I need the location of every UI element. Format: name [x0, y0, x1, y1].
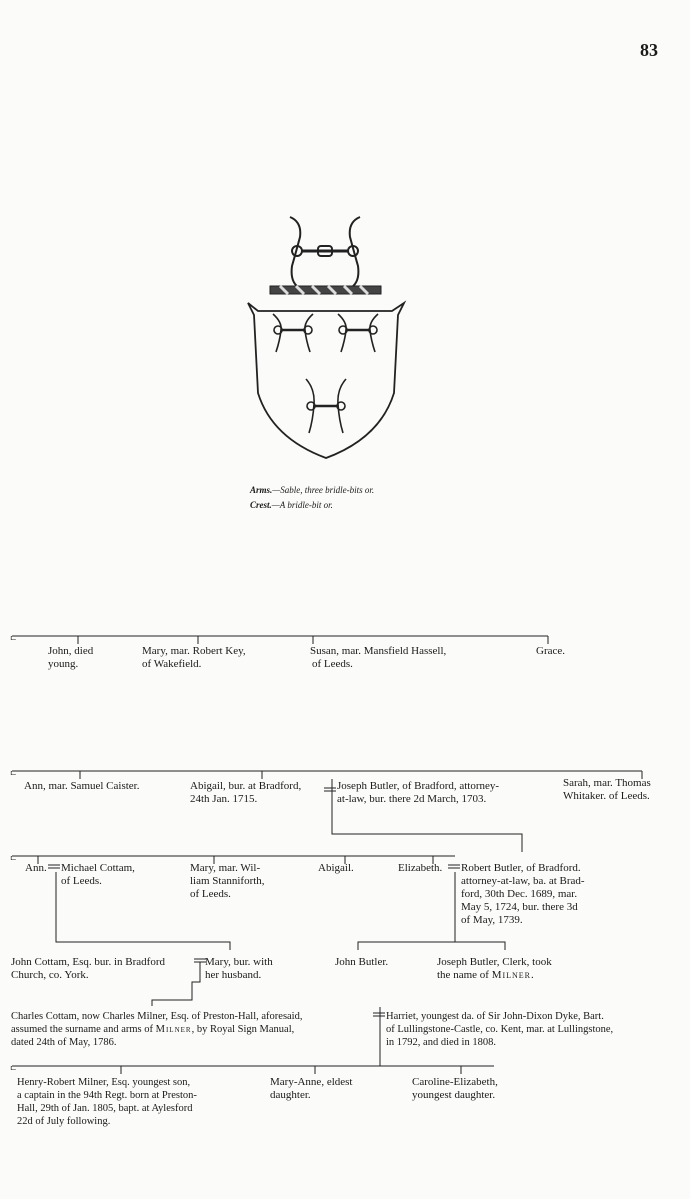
arms-caption: Arms.—Sable, three bridle-bits or.: [250, 485, 375, 495]
gen2-abigail: Abigail, bur. at Bradford, 24th Jan. 1715.: [190, 780, 302, 805]
milner-name: Milner.: [491, 969, 535, 981]
gen6-caroline-elizabeth: Caroline-Elizabeth, youngest daughter.: [412, 1076, 498, 1101]
gen3-robert-butler: Robert Butler, of Bradford. attorney-at-law, ba. at Brad- ford, 30th Dec. 1689, mar. May 5, 1724, bur. there 3d of May, 1739.: [461, 862, 585, 926]
gen1-susan: Susan, mar. Mansfield Hassell, of Leeds.: [310, 645, 447, 670]
gen2-sarah: Sarah, mar. Thomas Whitaker. of Leeds.: [563, 777, 651, 802]
svg-text:⊏: ⊏: [10, 853, 17, 862]
gen2-joseph-butler: Joseph Butler, of Bradford, attorney- at-law, bur. there 2d March, 1703.: [337, 780, 500, 805]
crest-caption: Crest.—A bridle-bit or.: [250, 500, 333, 510]
gen1-grace: Grace.: [536, 645, 566, 657]
gen3-elizabeth: Elizabeth.: [398, 862, 443, 874]
svg-text:⊏: ⊏: [10, 633, 17, 642]
gen1-john: John, died young.: [48, 645, 94, 670]
gen4-joseph-butler: Joseph Butler, Clerk, took the name of Milner.: [437, 956, 552, 981]
page-number: 83: [640, 40, 658, 60]
gen5-charles-milner: Charles Cottam, now Charles Milner, Esq. of Preston-Hall, aforesaid, assumed the surname and arms of Milner, by Royal Sign Manual, dated 24th of May, 1786.: [11, 1011, 303, 1048]
gen5-harriet-dyke: Harriet, youngest da. of Sir John-Dixon Dyke, Bart. of Lullingstone-Castle, co. Kent, mar. at Lullingstone, in 1792, and died in 1808.: [386, 1011, 614, 1048]
gen6-mary-anne: Mary-Anne, eldest daughter.: [270, 1076, 353, 1101]
gen4-mary: Mary, bur. with her husband.: [205, 956, 273, 981]
gen3-abigail: Abigail.: [318, 862, 354, 874]
svg-text:⊏: ⊏: [10, 1063, 17, 1072]
gen4-john-cottam: John Cottam, Esq. bur. in Bradford Church, co. York.: [11, 956, 165, 981]
gen4-john-butler: John Butler.: [335, 956, 389, 968]
svg-text:⊏: ⊏: [10, 768, 17, 777]
gen3-michael-cottam: Michael Cottam, of Leeds.: [61, 862, 135, 887]
gen6-henry-robert-milner: Henry-Robert Milner, Esq. youngest son, a captain in the 94th Regt. born at Preston- Hall, 29th of Jan. 1805, bapt. at Aylesford 22d of July following.: [17, 1077, 197, 1127]
gen3-mary: Mary, mar. Wil- liam Stanniforth, of Leeds.: [190, 862, 265, 900]
gen3-ann: Ann.: [25, 862, 47, 874]
gen1-mary: Mary, mar. Robert Key, of Wakefield.: [142, 645, 246, 670]
gen2-ann: Ann, mar. Samuel Caister.: [24, 780, 140, 792]
